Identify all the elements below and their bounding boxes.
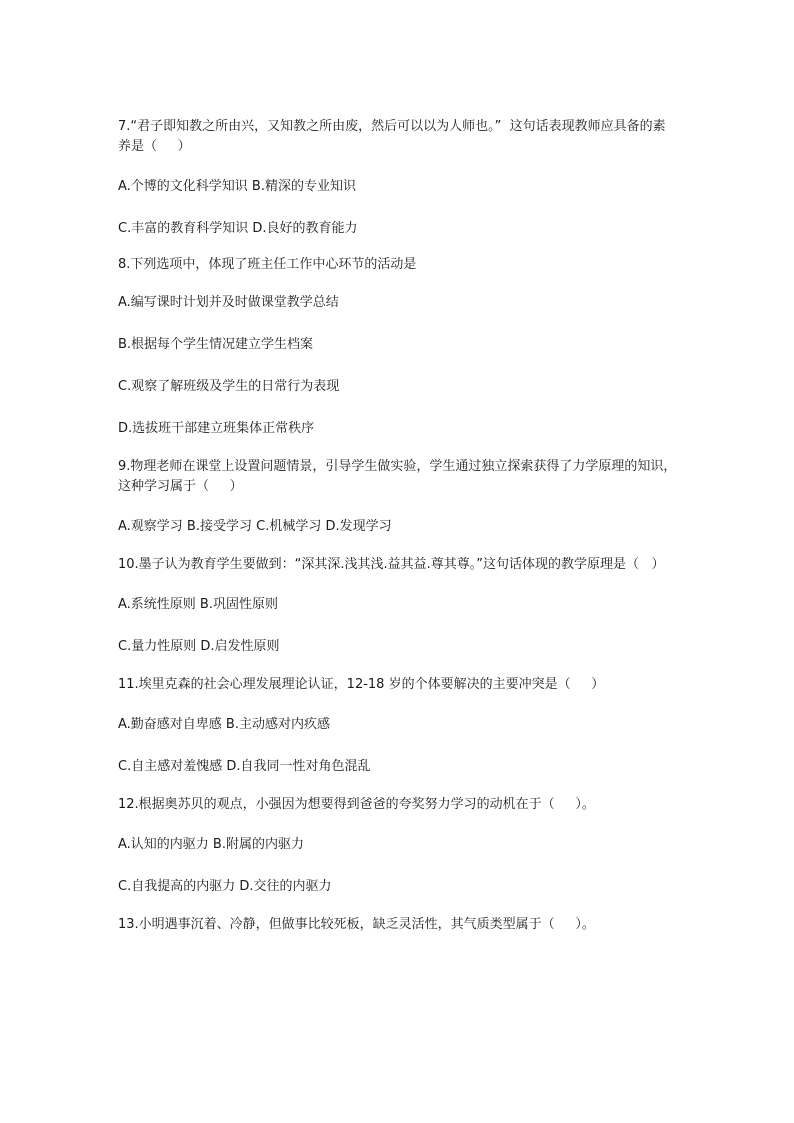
question-11: 11.埃里克森的社会心理发展理论认证，12-18 岁的个体要解决的主要冲突是（ ） — [118, 677, 605, 692]
question-8-option-b: B.根据每个学生情况建立学生档案 — [118, 337, 314, 352]
question-9: 9.物理老师在课堂上设置问题情景，引导学生做实验，学生通过独立探索获得了力学原理的知识，这种学习属于（ ） — [118, 459, 677, 494]
question-9-options: A.观察学习 B.接受学习 C.机械学习 D.发现学习 — [118, 519, 392, 534]
question-8-option-c: C.观察了解班级及学生的日常行为表现 — [118, 379, 340, 394]
question-12-options-cd: C.自我提高的内驱力 D.交往的内驱力 — [118, 879, 332, 894]
question-12-options-ab: A.认知的内驱力 B.附属的内驱力 — [118, 837, 304, 852]
document-page — [118, 117, 678, 935]
question-7-options-ab: A.个博的文化科学知识 B.精深的专业知识 — [118, 179, 356, 194]
question-13: 13.小明遇事沉着、冷静，但做事比较死板，缺乏灵活性，其气质类型属于（ ）。 — [118, 917, 595, 932]
question-7: 7.“君子即知教之所由兴，又知教之所由废，然后可以以为人师也。” 这句话表现教师应具备的素养是（ ） — [118, 119, 666, 154]
question-11-options-ab: A.勤奋感对自卑感 B.主动感对内疚感 — [118, 717, 330, 732]
question-10-options-ab: A.系统性原则 B.巩固性原则 — [118, 597, 278, 612]
question-10: 10.墨子认为教育学生要做到：“深其深.浅其浅.益其益.尊其尊。”这句话体现的教学原理是（ ） — [118, 557, 665, 572]
question-11-options-cd: C.自主感对羞愧感 D.自我同一性对角色混乱 — [118, 759, 371, 774]
question-12: 12.根据奥苏贝的观点，小强因为想要得到爸爸的夸奖努力学习的动机在于（ ）。 — [118, 797, 595, 812]
question-8-option-d: D.选拔班干部建立班集体正常秩序 — [118, 421, 315, 436]
question-10-options-cd: C.量力性原则 D.启发性原则 — [118, 639, 280, 654]
question-8-option-a: A.编写课时计划并及时做课堂教学总结 — [118, 295, 339, 310]
question-7-options-cd: C.丰富的教育科学知识 D.良好的教育能力 — [118, 221, 358, 236]
question-8: 8.下列选项中，体现了班主任工作中心环节的活动是 — [118, 257, 417, 272]
